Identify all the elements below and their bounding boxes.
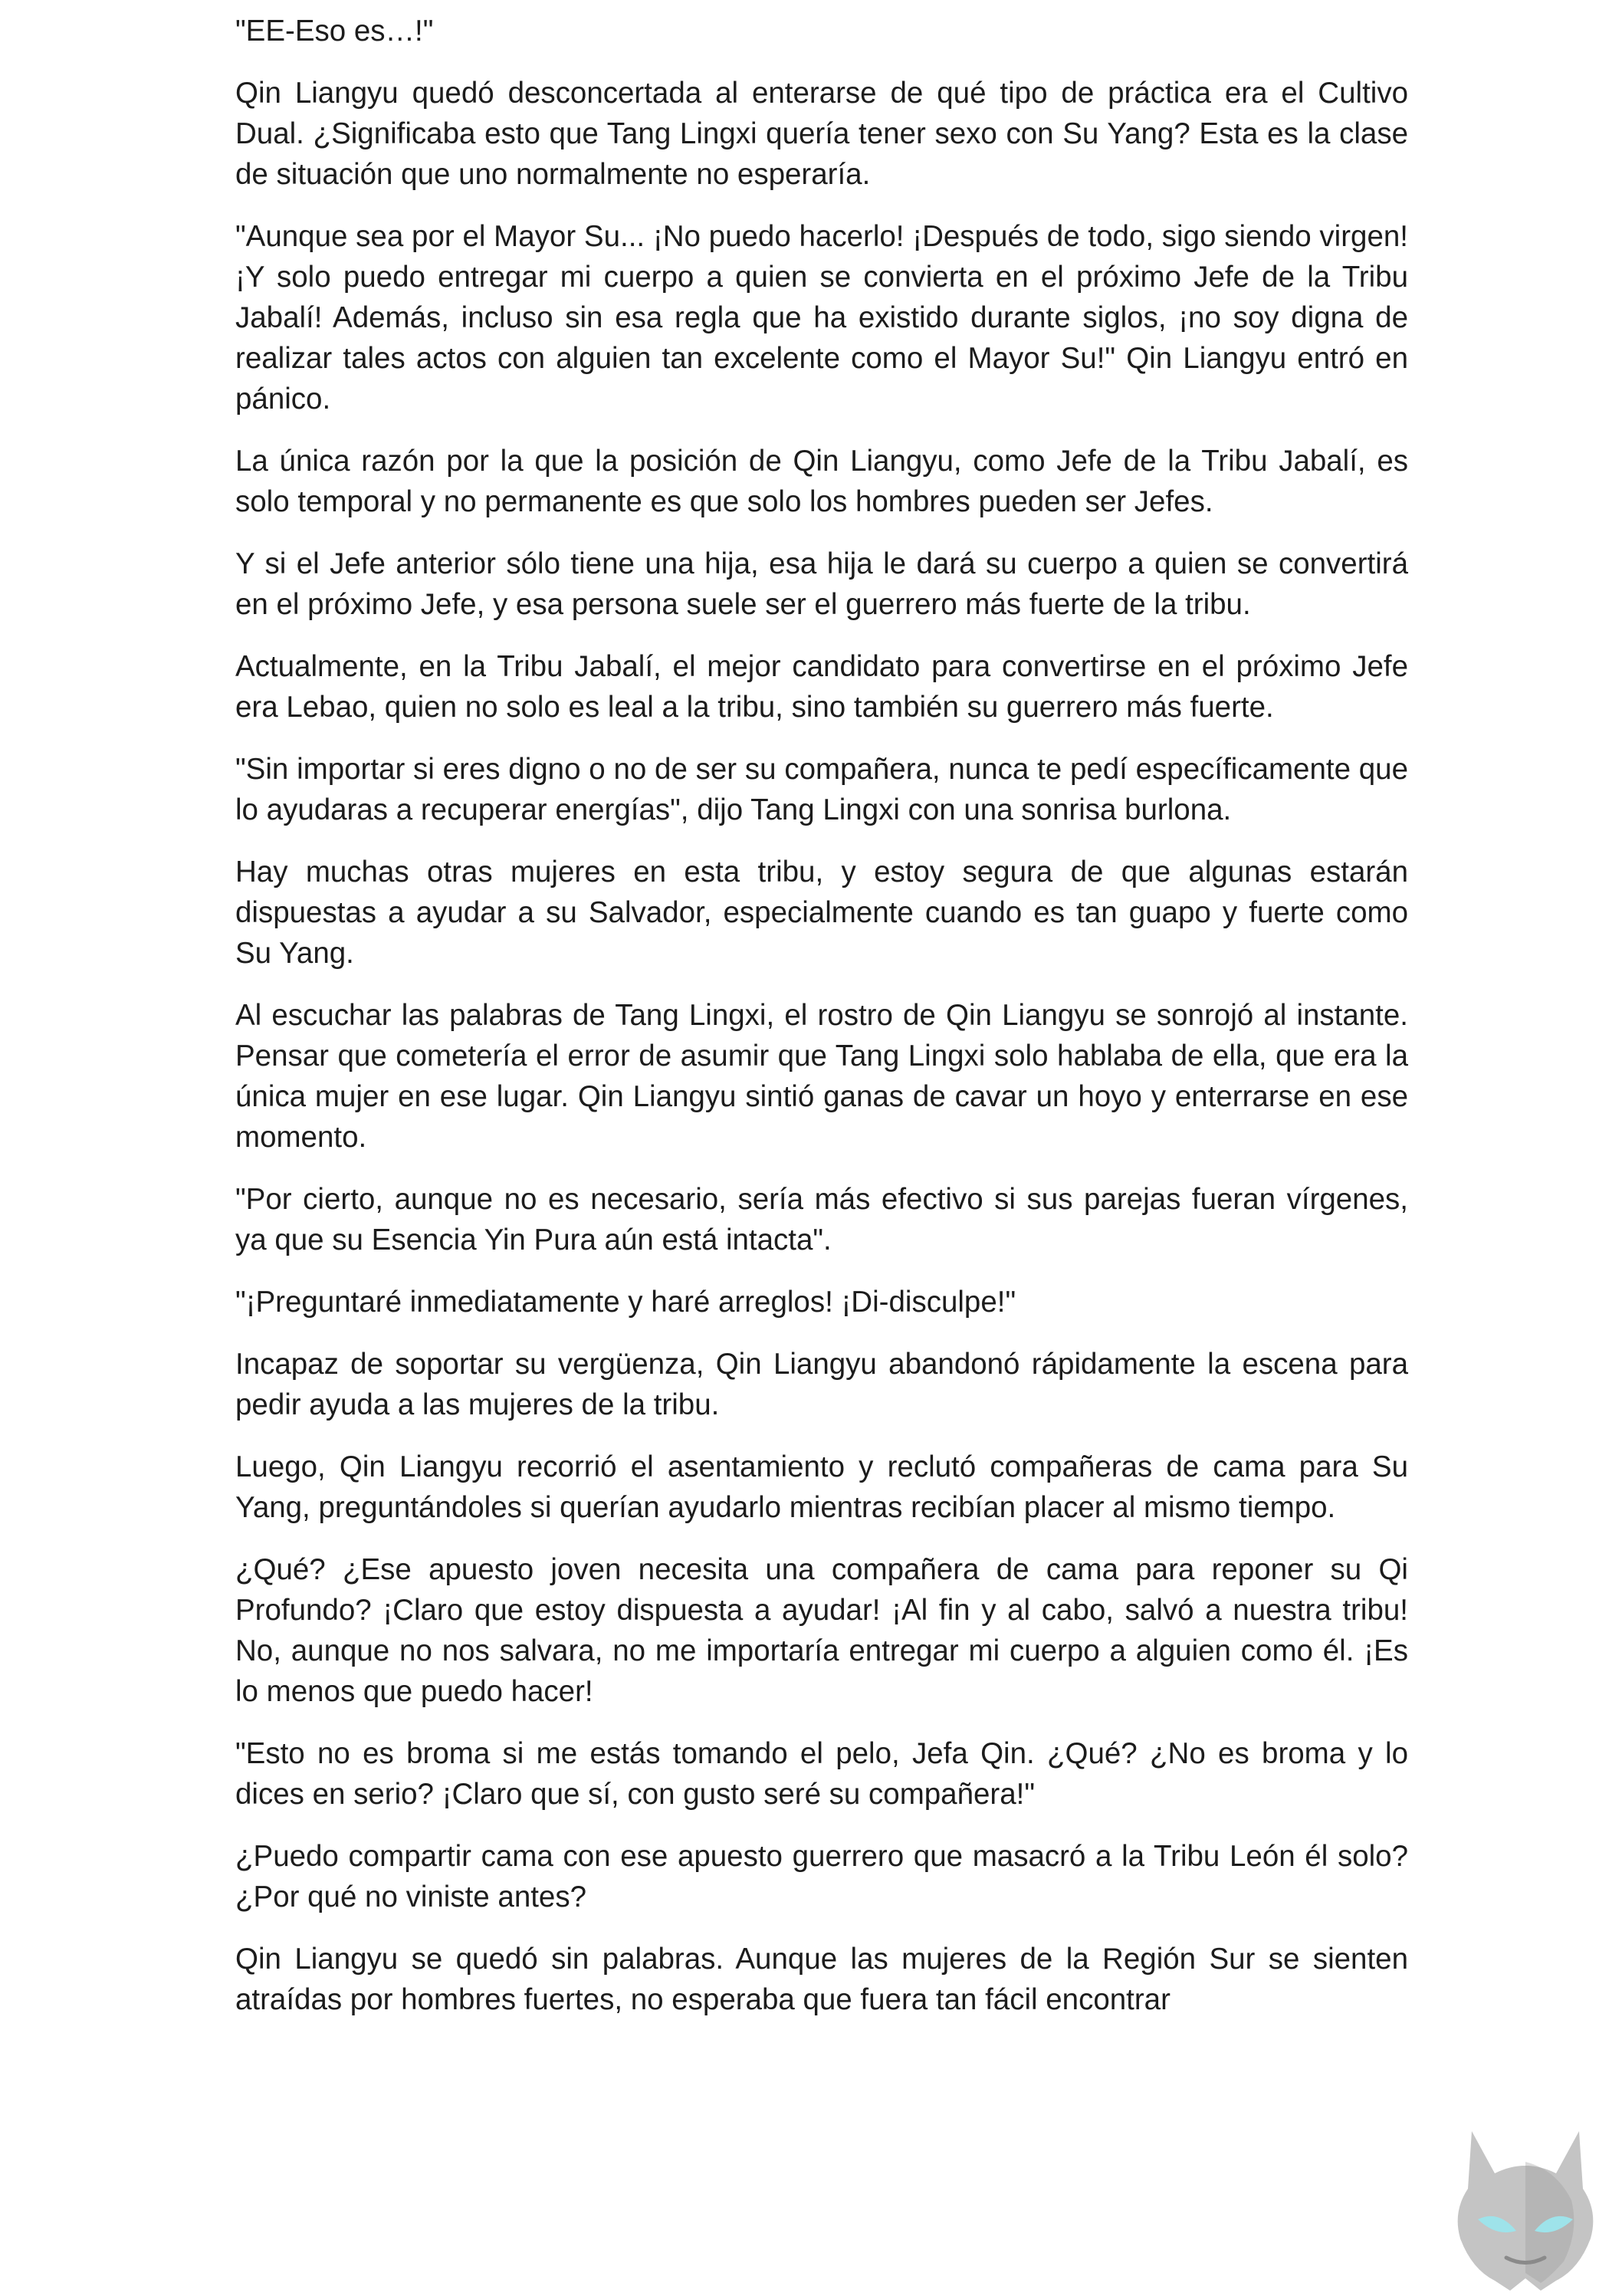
paragraph: "Sin importar si eres digno o no de ser su compañera, nunca te pedí específicamente que lo ayudaras a recuperar energías", dijo Tang Lingxi con una sonrisa burlona. (235, 753, 1408, 826)
paragraph: Luego, Qin Liangyu recorrió el asentamiento y reclutó compañeras de cama para Su Yang, preguntándoles si querían ayudarlo mientras recibían placer al mismo tiempo. (235, 1450, 1408, 1524)
paragraph: Hay muchas otras mujeres en esta tribu, y estoy segura de que algunas estarán dispuestas a ayudar a su Salvador, especialmente cuando es tan guapo y fuerte como Su Yang. (235, 856, 1408, 970)
paragraph: ¿Puedo compartir cama con ese apuesto guerrero que masacró a la Tribu León él solo? ¿Por qué no viniste antes? (235, 1840, 1408, 1913)
paragraph: Y si el Jefe anterior sólo tiene una hija, esa hija le dará su cuerpo a quien se convertirá en el próximo Jefe, y esa persona suele ser el guerrero más fuerte de la tribu. (235, 547, 1408, 621)
paragraph: Al escuchar las palabras de Tang Lingxi, el rostro de Qin Liangyu se sonrojó al instante. Pensar que cometería el error de asumir que Tang Lingxi solo hablaba de ella, que era la única mujer en ese lugar. Qin Liangyu sintió ganas de cavar un hoyo y enterrarse en ese momento. (235, 999, 1408, 1154)
paragraph: Incapaz de soportar su vergüenza, Qin Liangyu abandonó rápidamente la escena para pedir ayuda a las mujeres de la tribu. (235, 1348, 1408, 1421)
paragraph: La única razón por la que la posición de Qin Liangyu, como Jefe de la Tribu Jabalí, es solo temporal y no permanente es que solo los hombres pueden ser Jefes. (235, 445, 1408, 518)
paragraph: "¡Preguntaré inmediatamente y haré arreglos! ¡Di-disculpe!" (235, 1286, 1016, 1319)
document-page (235, 0, 1408, 2041)
paragraph: Qin Liangyu se quedó sin palabras. Aunque las mujeres de la Región Sur se sienten atraídas por hombres fuertes, no esperaba que fuera tan fácil encontrar (235, 1943, 1408, 2016)
paragraph: ¿Qué? ¿Ese apuesto joven necesita una compañera de cama para reponer su Qi Profundo? ¡Claro que estoy dispuesta a ayudar! ¡Al fin y al cabo, salvó a nuestra tribu! No, aunque no nos salvara, no me importaría entregar mi cuerpo a alguien como él. ¡Es lo menos que puedo hacer! (235, 1553, 1408, 1708)
paragraph: Qin Liangyu quedó desconcertada al enterarse de qué tipo de práctica era el Cultivo Dual. ¿Significaba esto que Tang Lingxi quería tener sexo con Su Yang? Esta es la clase de situación que uno normalmente no esperaría. (235, 77, 1408, 191)
paragraph: "Aunque sea por el Mayor Su... ¡No puedo hacerlo! ¡Después de todo, sigo siendo virgen! ¡Y solo puedo entregar mi cuerpo a quien se convierta en el próximo Jefe de la Tribu Jabalí! Además, incluso sin esa regla que ha existido durante siglos, ¡no soy digna de realizar tales actos con alguien tan excelente como el Mayor Su!" Qin Liangyu entró en pánico. (235, 220, 1408, 416)
paragraph: "Por cierto, aunque no es necesario, sería más efectivo si sus parejas fueran vírgenes, ya que su Esencia Yin Pura aún está intacta". (235, 1183, 1408, 1256)
paragraph: Actualmente, en la Tribu Jabalí, el mejor candidato para convertirse en el próximo Jefe era Lebao, quien no solo es leal a la tribu, sino también su guerrero más fuerte. (235, 650, 1408, 724)
paragraph: "Esto no es broma si me estás tomando el pelo, Jefa Qin. ¿Qué? ¿No es broma y lo dices en serio? ¡Claro que sí, con gusto seré su compañera!" (235, 1737, 1408, 1811)
demon-head-icon (1441, 2116, 1610, 2292)
paragraph: "EE-Eso es…!" (235, 15, 434, 48)
